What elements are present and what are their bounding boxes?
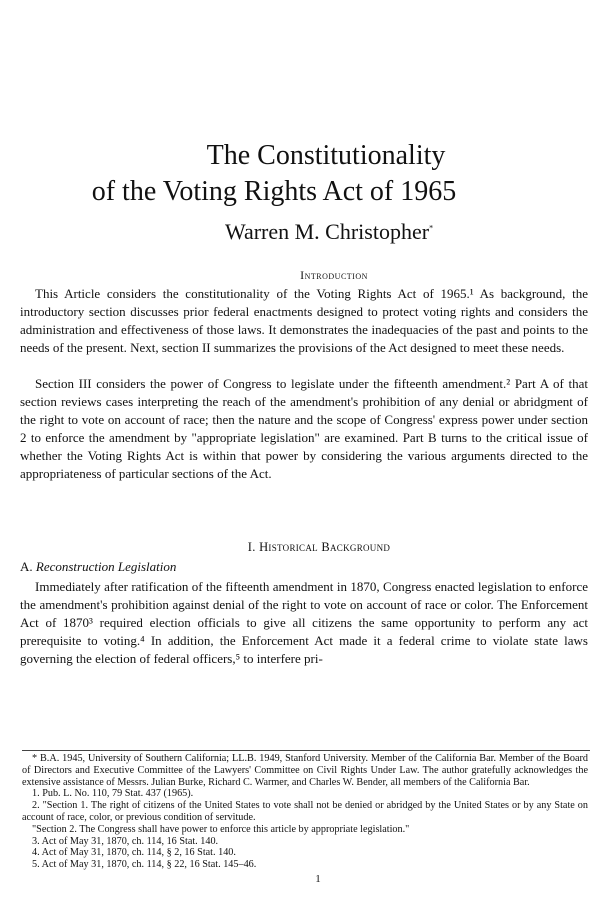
subsection-letter: A. — [20, 559, 33, 574]
introduction-paragraph-1 — [20, 285, 588, 357]
footnotes — [22, 753, 588, 871]
introduction-heading: Introduction — [300, 268, 368, 282]
footnote-4: 4. Act of May 31, 1870, ch. 114, § 2, 16 Stat. 140. — [32, 847, 236, 859]
author-name-text: Warren M. Christopher — [224, 219, 430, 244]
footnote-3: 3. Act of May 31, 1870, ch. 114, 16 Stat. 140. — [32, 835, 219, 847]
article-title-line-1: The Constitutionality — [206, 140, 446, 171]
page-number: 1 — [315, 873, 321, 885]
subsection-heading — [20, 559, 176, 575]
subsection-title: Reconstruction Legislation — [35, 559, 177, 574]
author-footnote-mark: * — [429, 223, 434, 233]
article-title-line-2: of the Voting Rights Act of 1965 — [91, 176, 457, 207]
section-paragraph-1 — [20, 578, 588, 668]
section-paragraph-1-text: Immediately after ratification of the fifteenth amendment in 1870, Congress enacted legislation to enforce the amendment's prohibition against denial of the right to vote on account of race or color. The Enforcement Act of 1870³ required election officials to give all citizens the same opportunity to perform any act prerequisite to voting.⁴ In addition, the Enforcement Act made it a federal crime to violate state laws governing the election of federal officers,⁵ to interfere pri- — [20, 579, 588, 666]
introduction-paragraph-2 — [20, 375, 588, 483]
author-name — [25, 219, 608, 245]
footnote-1: 1. Pub. L. No. 110, 79 Stat. 437 (1965). — [32, 788, 194, 800]
section-heading: I. Historical Background — [247, 540, 391, 554]
footnote-2-continued: "Section 2. The Congress shall have power to enforce this article by appropriate legislation." — [32, 823, 410, 835]
introduction-paragraph-2-text: Section III considers the power of Congress to legislate under the fifteenth amendment.² Part A of that section reviews cases interpreting the reach of the amendment's prohibition of any denial or abridgment of the right to vote on account of race; then the nature and the scope of Congress' express power under section 2 to enforce the amendment by "appropriate legislation" are examined. Part B turns to the critical issue of whether the Voting Rights Act is within that power by considering the various arguments directed to the appropriateness of particular sections of the Act. — [20, 376, 588, 481]
introduction-paragraph-1-text: This Article considers the constitutionality of the Voting Rights Act of 1965.¹ As background, the introductory section discusses prior federal enactments designed to protect voting rights and considers the administration and effectiveness of those laws. It demonstrates the inadequacies of the past and points to the needs of the present. Next, section II summarizes the provisions of the Act designed to meet these needs. — [20, 286, 588, 355]
footnote-author: * B.A. 1945, University of Southern California; LL.B. 1949, Stanford University. Member of the California Bar. Member of the Board of Directors and Executive Committee of the Lawyers' Committee on Civil Rights Under Law. The author gratefully acknowledges the extensive assistance of Messrs. Julian Burke, Richard C. Warmer, and Charles W. Bender, all members of the California Bar. — [22, 753, 588, 788]
footnote-2: 2. "Section 1. The right of citizens of the United States to vote shall not be denied or abridged by the United States or by any State on account of race, color, or previous condition of servitude. — [22, 800, 588, 823]
footnote-divider — [22, 750, 590, 751]
footnote-5: 5. Act of May 31, 1870, ch. 114, § 22, 16 Stat. 145–46. — [32, 859, 257, 871]
